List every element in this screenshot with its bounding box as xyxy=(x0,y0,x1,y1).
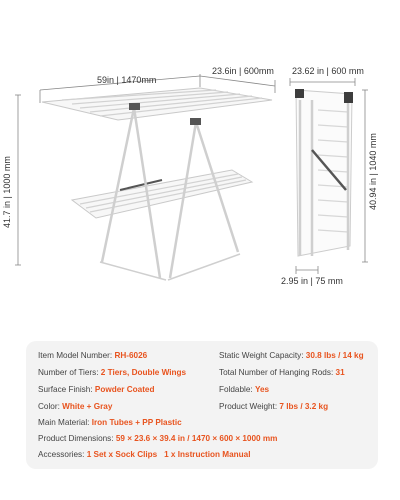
spec-tiers: Number of Tiers: 2 Tiers, Double Wings xyxy=(38,368,187,377)
spec-product-weight: Product Weight: 7 lbs / 3.2 kg xyxy=(219,402,329,411)
spec-hanging-rods: Total Number of Hanging Rods: 31 xyxy=(219,368,345,377)
folded-rack xyxy=(295,89,353,256)
spec-model: Item Model Number: RH-6026 xyxy=(38,351,148,360)
dim-height-label: 41.7 in | 1000 mm xyxy=(2,156,12,228)
spec-material: Main Material: Iron Tubes + PP Plastic xyxy=(38,418,182,427)
spec-static-weight: Static Weight Capacity: 30.8 lbs / 14 kg xyxy=(219,351,364,360)
spec-color: Color: White + Gray xyxy=(38,402,113,411)
dim-width-label: 23.6in | 600mm xyxy=(212,66,274,76)
rack-top-tier xyxy=(42,88,272,120)
specs-panel xyxy=(26,341,378,469)
spec-finish: Surface Finish: Powder Coated xyxy=(38,385,155,394)
joint-left xyxy=(129,103,140,110)
spec-product-dimensions: Product Dimensions: 59 × 23.6 × 39.4 in / 1470 × 600 × 1000 mm xyxy=(38,434,278,443)
dim-folded-height-label: 40.94 in | 1040 mm xyxy=(368,133,378,210)
dim-length-label: 59in | 1470mm xyxy=(97,75,157,85)
spec-foldable: Foldable: Yes xyxy=(219,385,270,394)
dim-folded-depth-label: 2.95 in | 75 mm xyxy=(281,276,343,286)
dim-folded-width-label: 23.62 in | 600 mm xyxy=(292,66,364,76)
joint-right xyxy=(190,118,201,125)
spec-accessories: Accessories: 1 Set x Sock Clips 1 x Instruction Manual xyxy=(38,450,251,459)
